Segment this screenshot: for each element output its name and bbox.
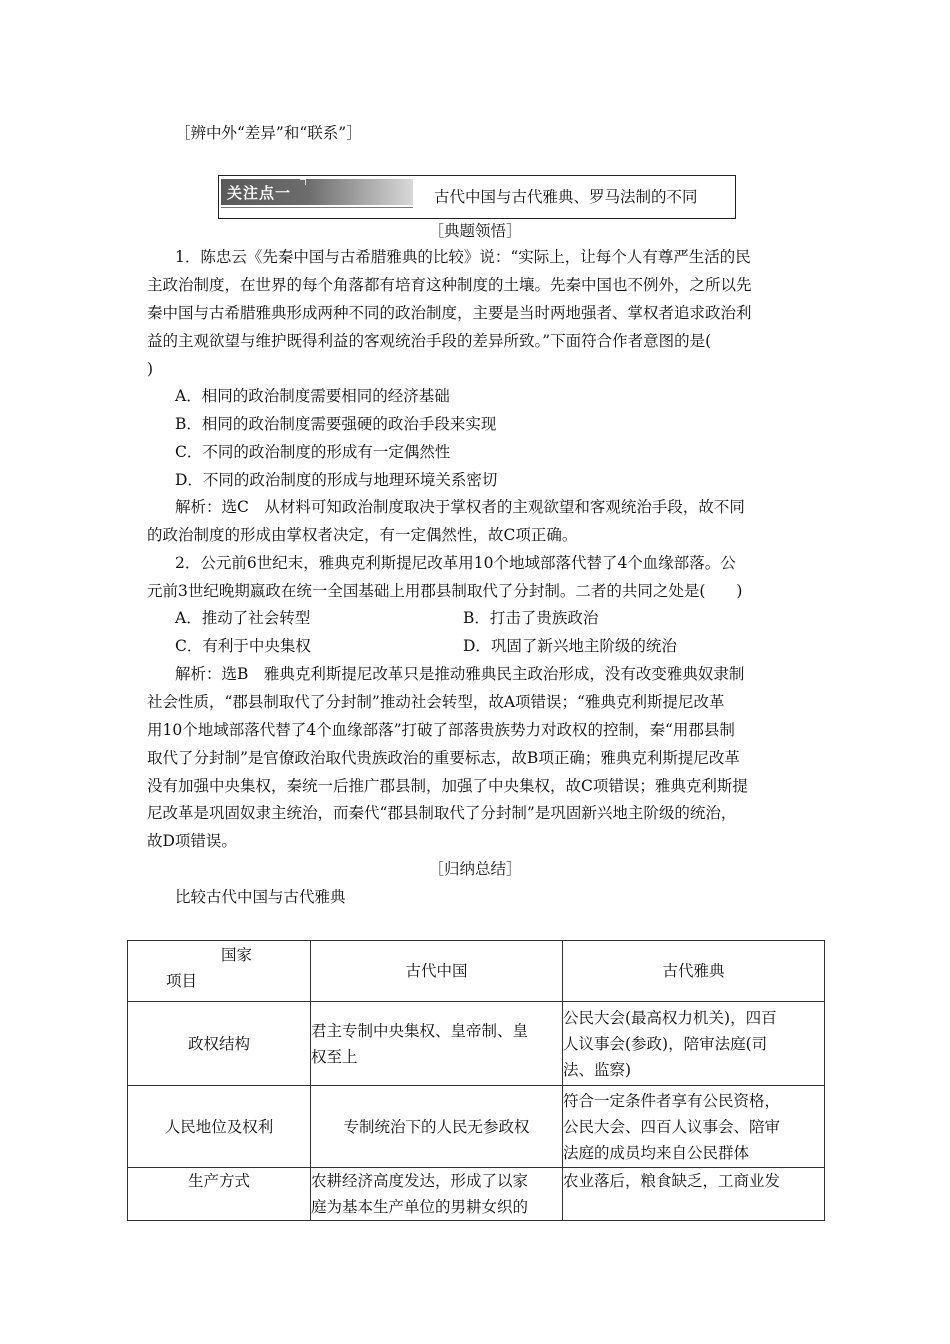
focus-label-badge — [221, 179, 413, 205]
china-cell — [311, 1086, 563, 1168]
q2-option-b: B．打击了贵族政治 — [463, 609, 599, 627]
badge-corner-mark — [300, 179, 306, 185]
q1-line: 秦中国与古希腊雅典形成两种不同的政治制度，主要是当时两地强者、掌权者追求政治利 — [147, 304, 752, 322]
q1-option-a: A．相同的政治制度需要相同的经济基础 — [175, 387, 450, 405]
cell-line: 法、监察) — [563, 1060, 632, 1079]
focus-label-text: 关注点一 — [227, 184, 292, 202]
q1-line: 主政治制度，在世界的每个角落都有培育这种制度的土壤。先秦中国也不例外，之所以先 — [147, 276, 752, 294]
q2-analysis-line: 没有加强中央集权，秦统一后推广郡县制，加强了中央集权，故C项错误；雅典克利斯提 — [147, 777, 748, 795]
corner-header-cell — [128, 941, 311, 1002]
q2-analysis-line: 取代了分封制”是官僚政治取代贵族政治的重要标志，故B项正确；雅典克利斯提尼改革 — [147, 749, 740, 767]
row-item-cell: 政权结构 — [128, 1002, 311, 1086]
table-header-row — [128, 941, 825, 1002]
cell-line: 法庭的成员均来自公民群体 — [563, 1143, 750, 1162]
badge-underline — [221, 207, 413, 208]
table-row — [128, 1086, 825, 1168]
athens-cell — [563, 1086, 825, 1168]
athens-cell — [563, 1002, 825, 1086]
china-cell — [311, 1002, 563, 1086]
q2-analysis-line: 故D项错误。 — [147, 832, 237, 850]
q2-option-c: C．有利于中央集权 — [175, 637, 311, 655]
column-header-athens: 古代雅典 — [563, 941, 825, 1002]
q1-option-b: B．相同的政治制度需要强硬的政治手段来实现 — [175, 415, 497, 433]
focus-title: 古代中国与古代雅典、罗马法制的不同 — [434, 188, 698, 206]
q2-analysis-line: 尼改革是巩固奴隶主统治，而秦代“郡县制取代了分封制”是巩固新兴地主阶级的统治， — [147, 804, 737, 822]
column-header-china: 古代中国 — [311, 941, 563, 1002]
q1-option-d: D．不同的政治制度的形成与地理环境关系密切 — [175, 471, 498, 489]
cell-line: 权至上 — [311, 1047, 358, 1066]
compare-title: 比较古代中国与古代雅典 — [175, 888, 346, 906]
table-row — [128, 1168, 825, 1221]
q1-line: ) — [147, 360, 154, 378]
q2-analysis-line: 用10个地域部落代替了4个血缘部落”打破了部落贵族势力对政权的控制，秦“用郡县制 — [147, 721, 735, 739]
cell-line: 庭为基本生产单位的男耕女织的 — [311, 1198, 529, 1216]
corner-header-country: 国家 — [221, 946, 253, 964]
q2-analysis-line: 解析：选B 雅典克利斯提尼改革只是推动雅典民主政治形成，没有改变雅典奴隶制 — [175, 665, 745, 683]
q2-option-d: D．巩固了新兴地主阶级的统治 — [463, 637, 677, 655]
table-row — [128, 1002, 825, 1086]
row-item-cell: 人民地位及权利 — [128, 1086, 311, 1168]
cell-line: 农耕经济高度发达，形成了以家 — [311, 1172, 529, 1190]
summary-heading: ［归纳总结］ — [428, 860, 522, 878]
comparison-table — [127, 940, 825, 1221]
q1-line: 1．陈忠云《先秦中国与古希腊雅典的比较》说：“实际上，让每个人有尊严生活的民 — [175, 248, 751, 266]
cell-line: 农业落后，粮食缺乏，工商业发 — [563, 1172, 781, 1190]
china-cell — [311, 1168, 563, 1221]
example-heading: ［典题领悟］ — [428, 222, 522, 240]
q1-option-c: C．不同的政治制度的形成有一定偶然性 — [175, 443, 451, 461]
cell-line: 符合一定条件者享有公民资格， — [563, 1091, 781, 1110]
cell-line: 专制统治下的人民无参政权 — [343, 1117, 530, 1136]
cell-line: 公民大会、四百人议事会、陪审 — [563, 1117, 781, 1136]
q2-line: 2．公元前6世纪末，雅典克利斯提尼改革用10个地域部落代替了4个血缘部落。公 — [175, 554, 736, 572]
q1-analysis-line: 解析：选C 从材料可知政治制度取决于掌权者的主观欲望和客观统治手段，故不同 — [175, 498, 745, 516]
q1-line: 益的主观欲望与维护既得利益的客观统治手段的差异所致。”下面符合作者意图的是( — [147, 332, 712, 350]
q2-line: 元前3世纪晚期嬴政在统一全国基础上用郡县制取代了分封制。二者的共同之处是( ) — [147, 582, 743, 600]
row-item-cell: 生产方式 — [128, 1168, 311, 1221]
athens-cell — [563, 1168, 825, 1221]
cell-line: 人议事会(参政)，陪审法庭(司 — [563, 1034, 768, 1053]
q2-analysis-line: 社会性质，“郡县制取代了分封制”推动社会转型，故A项错误；“雅典克利斯提尼改革 — [147, 693, 725, 711]
cell-line: 公民大会(最高权力机关)，四百 — [563, 1008, 777, 1027]
section-heading: ［辨中外“差异”和“联系”］ — [175, 124, 362, 142]
q1-analysis-line: 的政治制度的形成由掌权者决定，有一定偶然性，故C项正确。 — [147, 526, 578, 544]
q2-option-a: A．推动了社会转型 — [175, 609, 311, 627]
corner-header-item: 项目 — [166, 972, 198, 990]
cell-line: 君主专制中央集权、皇帝制、皇 — [311, 1021, 529, 1040]
